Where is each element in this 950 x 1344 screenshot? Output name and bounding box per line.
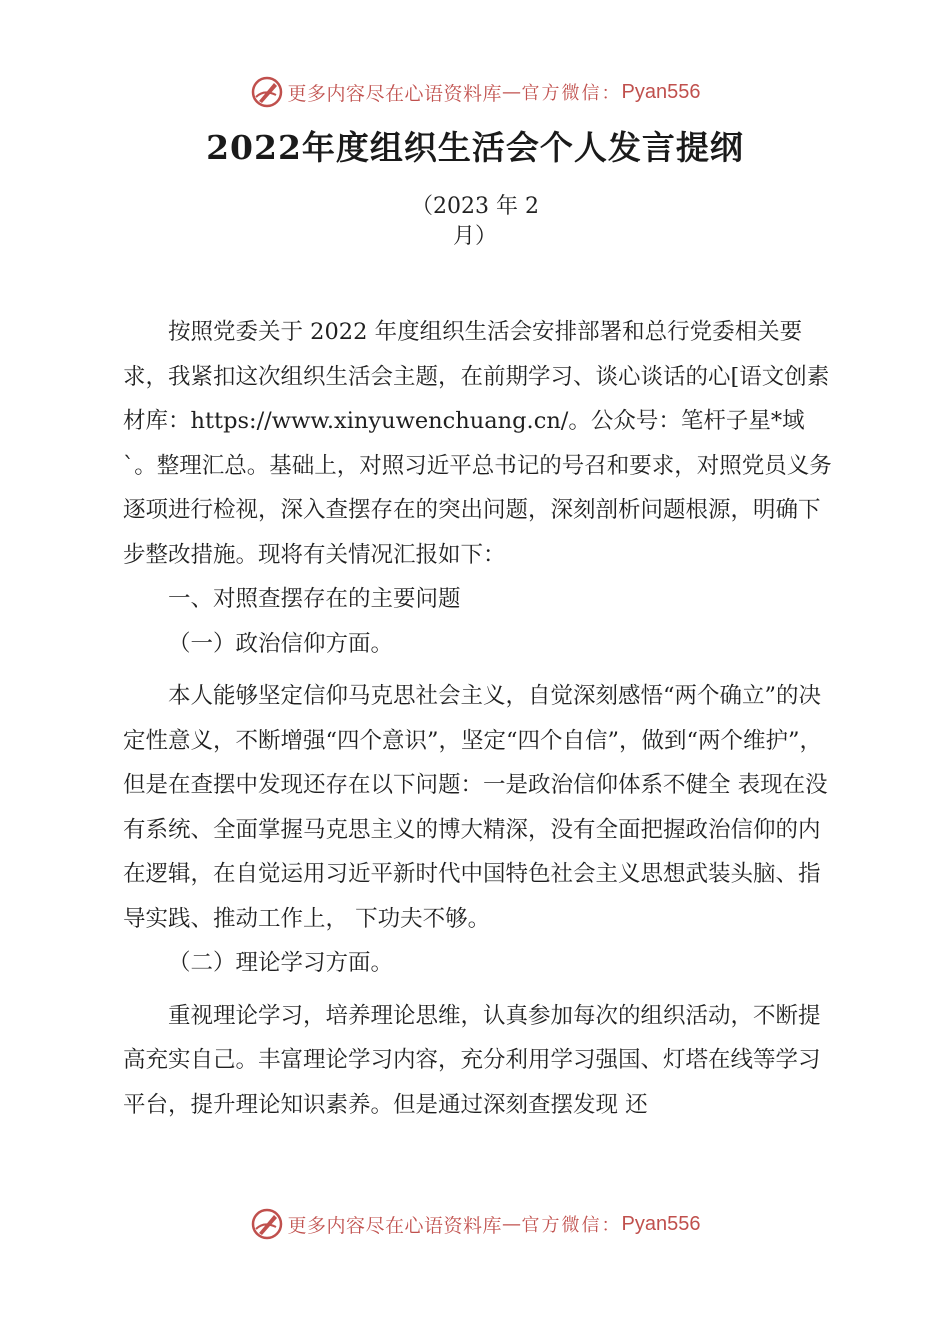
document-date (395, 192, 555, 252)
banner-dash: — (502, 1213, 522, 1235)
document-title: 2022年度组织生活会个人发言提纲 (206, 128, 744, 167)
banner-wechat-handle: Pyan556 (621, 1212, 701, 1235)
subsection-2-heading: （二）理论学习方面。 (168, 950, 394, 976)
section-1-heading: 一、对照查摆存在的主要问题 (168, 586, 461, 612)
banner-wechat-handle: Pyan556 (621, 80, 701, 103)
pen-logo-icon (250, 75, 284, 109)
intro-paragraph: 按照党委关于 2022 年度组织生活会安排部署和总行党委相关要求，我紧扣这次组织生活会主题，在前期学习、谈心谈话的心[语文创素材库：https://www.xinyuwenchuang.cn/。公众号：笔杆子星*域`。整理汇总。基础上，对照习近平总书记的号召和要求，对照党员义务逐项进行检视，深入查摆存在的突出问题，深刻剖析问题根源，明确下步整改措施。现将有关情况汇报如下： (123, 319, 832, 568)
banner-wechat-label: 官方微信： (521, 83, 622, 104)
banner-site-text: 更多内容尽在心语资料库 (287, 1214, 503, 1237)
subsection-1-heading: （一）政治信仰方面。 (168, 630, 394, 657)
banner-site-text: 更多内容尽在心语资料库 (287, 82, 503, 105)
subsection-2-body: 重视理论学习，培养理论思维，认真参加每次的组织活动，不断提高充实自己。丰富理论学习内容，充分利用学习强国、灯塔在线等学习平台，提升理论知识素养。但是通过深刻查摆发现 还 (123, 1002, 821, 1118)
footer-watermark-banner (0, 1204, 950, 1244)
subsection-1-body: 本人能够坚定信仰马克思社会主义，自觉深刻感悟“两个确立”的决定性意义，不断增强“四个意识”，坚定“四个自信”，做到“两个维护”， 但是在查摆中发现还存在以下问题：一是政治信仰体系不健全 表现在没有系统、全面掌握马克思主义的博大精深，没有全面把握政治信仰的内在逻辑，在自觉运用习近平新时代中国特色社会主义思想武装头脑、指导实践、推动工作上， 下功夫不够。 (123, 683, 828, 932)
date-line-2: 月） (452, 224, 497, 249)
document-body (123, 310, 835, 1127)
banner-dash: — (502, 81, 522, 103)
pen-logo-icon (250, 1207, 284, 1241)
header-watermark-banner (0, 72, 950, 112)
banner-wechat-label: 官方微信： (521, 1215, 622, 1236)
date-line-1: （2023 年 2 (411, 194, 539, 219)
